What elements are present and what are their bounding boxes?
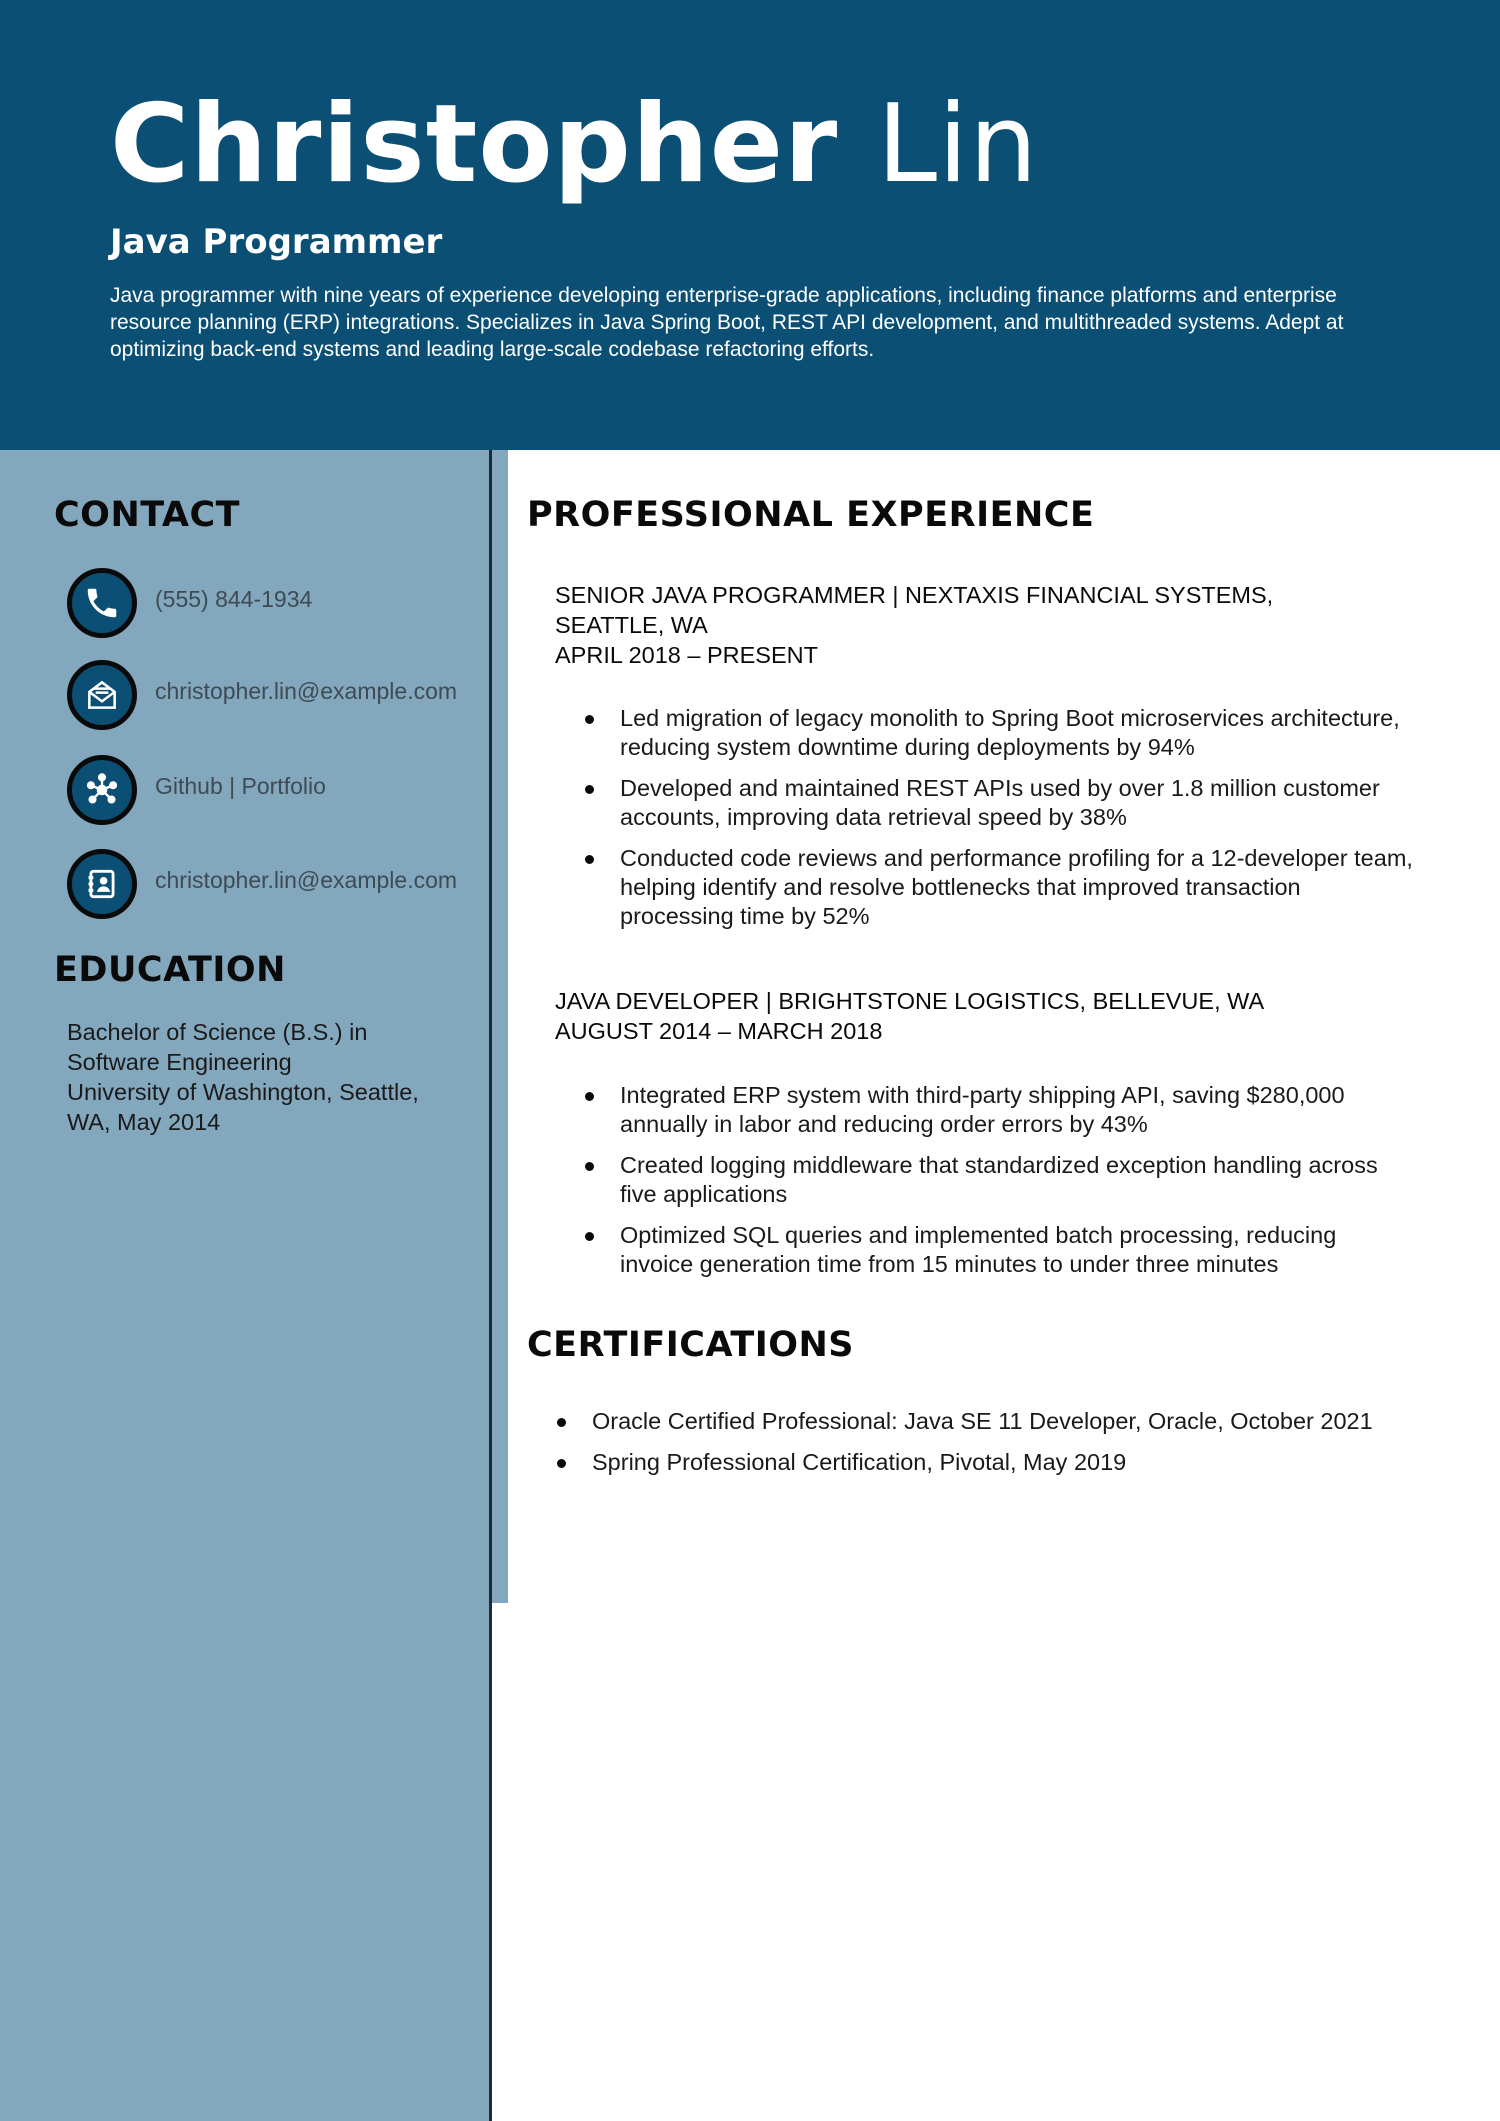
contact-email-alt (67, 849, 487, 919)
job-header (555, 986, 1405, 1046)
certification-list (527, 1407, 1387, 1477)
contact-card-icon (67, 849, 137, 919)
list-item: Conducted code reviews and performance profiling for a 12-developer team, helping identify and resolve bottlenecks that improved transaction processing time by 52% (555, 844, 1415, 931)
email-address-secondary[interactable]: christopher.lin@example.com (155, 867, 458, 893)
first-name: Christopher (110, 82, 839, 207)
experience-heading: PROFESSIONAL EXPERIENCE (527, 495, 1095, 535)
school-line-2: WA, May 2014 (67, 1109, 221, 1135)
job-dates: AUGUST 2014 – MARCH 2018 (555, 1018, 883, 1044)
job-title-line-1: SENIOR JAVA PROGRAMMER | NEXTAXIS FINANCIAL SYSTEMS, (555, 582, 1274, 608)
degree-line-2: Software Engineering (67, 1049, 292, 1075)
network-icon (67, 755, 137, 825)
list-item: Optimized SQL queries and implemented batch processing, reducing invoice generation time from 15 minutes to under three minutes (555, 1221, 1415, 1279)
envelope-icon (67, 660, 137, 730)
job-bullets (555, 704, 1415, 931)
list-item: Led migration of legacy monolith to Spring Boot microservices architecture, reducing system downtime during deployments by 94% (555, 704, 1415, 762)
header-banner (0, 0, 1500, 450)
list-item: Created logging middleware that standardized exception handling across five applications (555, 1151, 1415, 1209)
list-item: Spring Professional Certification, Pivotal, May 2019 (527, 1448, 1387, 1477)
last-name: Lin (876, 82, 1039, 207)
job-title-line-2: SEATTLE, WA (555, 612, 708, 638)
email-address[interactable]: christopher.lin@example.com (155, 678, 458, 704)
phone-icon (67, 568, 137, 638)
job-header (555, 580, 1405, 670)
job-dates: APRIL 2018 – PRESENT (555, 642, 818, 668)
contact-heading: CONTACT (54, 495, 241, 535)
professional-summary: Java programmer with nine years of experience developing enterprise-grade applications, including finance platforms and enterprise resource planning (ERP) integrations. Specializes in Java Spring Boot, REST API development, and multithreaded systems. Adept at optimizing back-end systems and leading large-scale codebase refactoring efforts. (110, 284, 1344, 361)
job-title-line-1: JAVA DEVELOPER | BRIGHTSTONE LOGISTICS, BELLEVUE, WA (555, 988, 1265, 1014)
list-item: Oracle Certified Professional: Java SE 11 Developer, Oracle, October 2021 (527, 1407, 1387, 1436)
education-details (67, 1017, 467, 1137)
job-bullets (555, 1081, 1415, 1279)
list-item: Integrated ERP system with third-party shipping API, saving $280,000 annually in labor and reducing order errors by 43% (555, 1081, 1415, 1139)
education-heading: EDUCATION (54, 950, 286, 990)
github-portfolio-link[interactable]: Github | Portfolio (155, 773, 326, 799)
phone-number[interactable]: (555) 844-1934 (155, 586, 313, 612)
certifications-heading: CERTIFICATIONS (527, 1325, 855, 1365)
contact-email (67, 660, 487, 730)
list-item: Developed and maintained REST APIs used by over 1.8 million customer accounts, improving data retrieval speed by 38% (555, 774, 1415, 832)
job-title: Java Programmer (110, 222, 443, 262)
sidebar-accent-strip (492, 450, 508, 1603)
candidate-name (110, 80, 1038, 210)
degree-line-1: Bachelor of Science (B.S.) in (67, 1019, 368, 1045)
contact-links (67, 755, 487, 825)
contact-phone (67, 568, 487, 638)
school-line-1: University of Washington, Seattle, (67, 1079, 419, 1105)
